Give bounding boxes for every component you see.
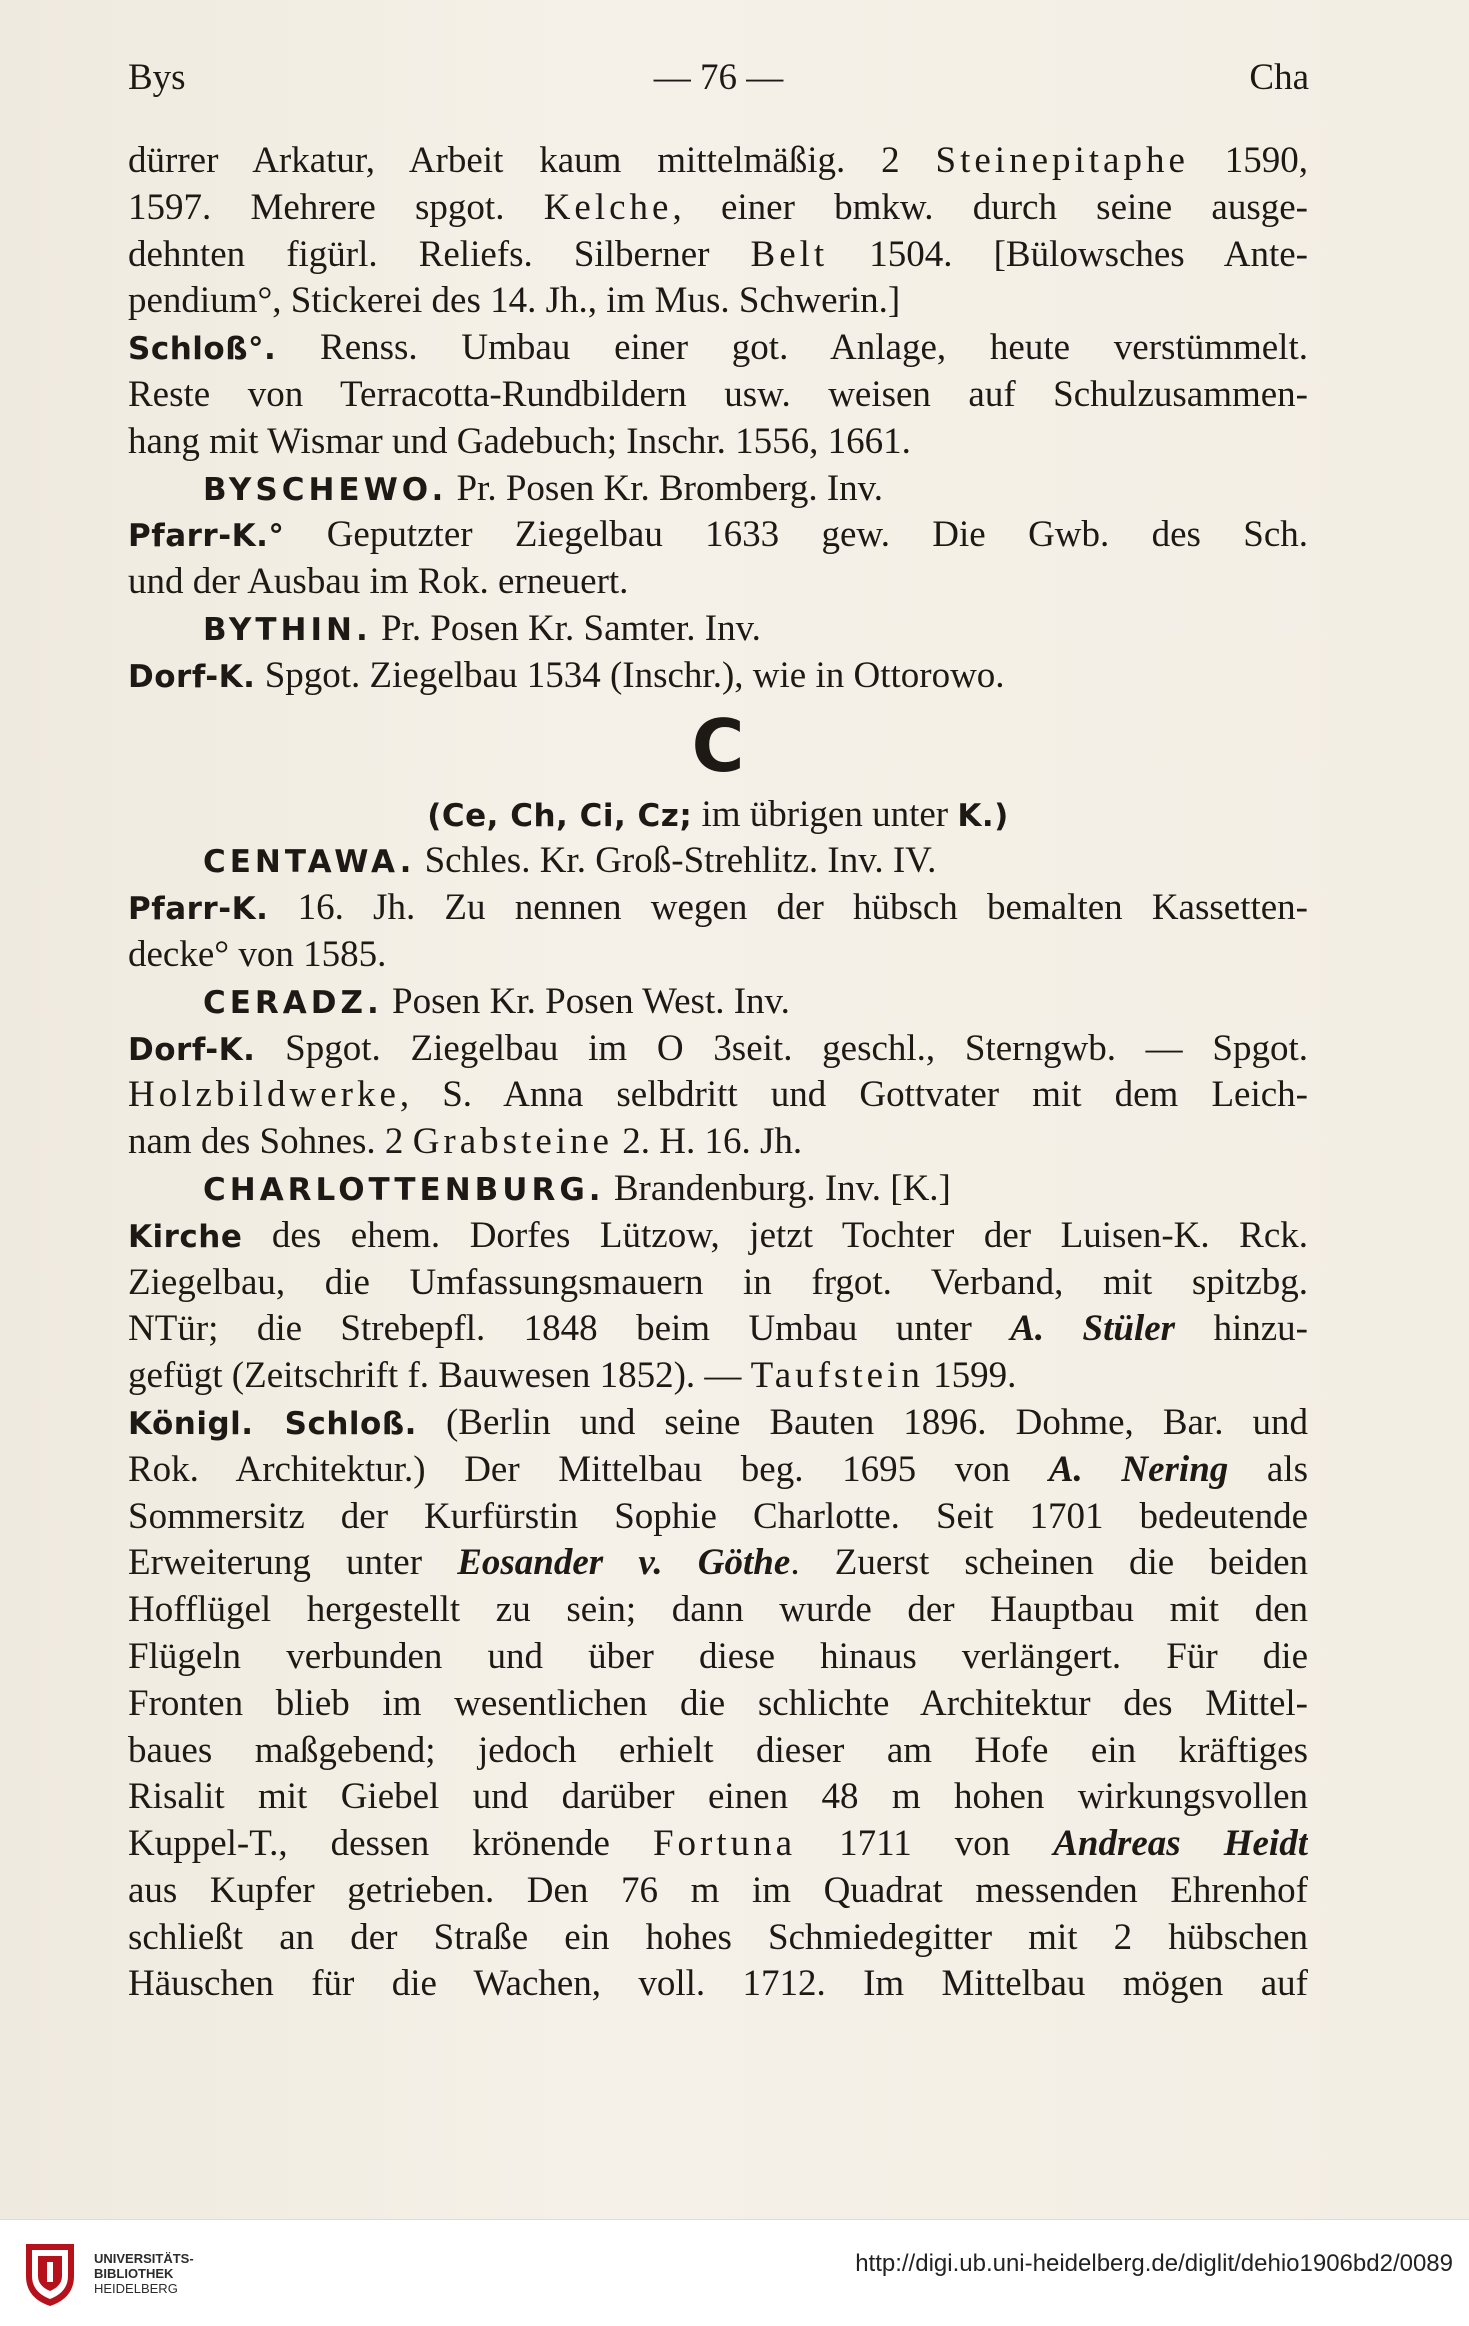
text-run: 16. Jh. Zu nennen wegen der hübsch bemalten Kassetten- [268, 887, 1308, 929]
text-line [128, 1868, 1308, 1915]
section-subtitle [128, 792, 1308, 839]
artist-name: A. Nering [1048, 1448, 1229, 1490]
header-right-keyword: Cha [1249, 57, 1309, 98]
text-line [128, 979, 1308, 1026]
entry-place-name: BYTHIN. [203, 611, 372, 648]
text-line [128, 325, 1308, 372]
text-run: Spgot. Ziegelbau 1534 (Inschr.), wie in Ottorowo. [255, 654, 1005, 696]
text-run: dehnten figürl. Reliefs. Silberner [128, 233, 751, 275]
text-run: Sommersitz der Kurfürstin Sophie Charlotte. Seit 1701 bedeutende [128, 1495, 1308, 1537]
spaced-term: Taufstein [750, 1355, 924, 1397]
text-line [128, 1587, 1308, 1634]
text-run: aus Kupfer getrieben. Den 76 m im Quadrat messenden Ehrenhof [128, 1869, 1308, 1911]
library-name-line2: BIBLIOTHEK [94, 2265, 174, 2281]
text-run: Risalit mit Giebel und darüber einen 48 m hohen wirkungsvollen [128, 1776, 1308, 1818]
text-line [128, 1306, 1308, 1353]
spaced-term: Belt [750, 233, 829, 275]
text-run: hinzu- [1175, 1308, 1308, 1350]
entry-place-name: CENTAWA. [203, 844, 416, 881]
text-run: Häuschen für die Wachen, voll. 1712. Im Mittelbau mögen auf [128, 1963, 1308, 2005]
body-text [128, 138, 1308, 2008]
footer-bar [0, 2219, 1469, 2326]
text-run: . Zuerst scheinen die beiden [790, 1542, 1308, 1584]
text-run: (Berlin und seine Bauten 1896. Dohme, Bar. und [416, 1401, 1308, 1443]
text-run: Flügeln verbunden und über diese hinaus verlängert. Für die [128, 1635, 1308, 1677]
section-subtitle-ref: K.) [957, 797, 1009, 834]
text-line [128, 606, 1308, 653]
text-line [128, 838, 1308, 885]
text-line [128, 885, 1308, 932]
entry-place-name: CHARLOTTENBURG. [203, 1171, 605, 1208]
text-run: Ziegelbau, die Umfassungsmauern in frgot. Verband, mit spitzbg. [128, 1261, 1308, 1303]
header-left-keyword: Bys [128, 57, 186, 98]
text-run: 1504. [Bülowsches Ante- [828, 233, 1308, 275]
text-run: Schles. Kr. Groß-Strehlitz. Inv. IV. [415, 840, 937, 882]
spaced-term: Steinepitaphe [935, 140, 1189, 181]
text-line [128, 372, 1308, 419]
text-line [128, 1728, 1308, 1775]
library-logo [18, 2236, 194, 2310]
text-line [128, 466, 1308, 513]
text-line [128, 1774, 1308, 1821]
spaced-term: Kelche [543, 186, 673, 228]
text-line [128, 419, 1308, 466]
text-line [128, 1260, 1308, 1307]
library-seal-icon [18, 2236, 82, 2310]
spaced-term: Holzbildwerke [128, 1074, 400, 1116]
library-name [94, 2251, 194, 2296]
text-run: NTür; die Strebepfl. 1848 beim Umbau unter [128, 1308, 1011, 1350]
text-line [128, 138, 1308, 185]
text-run: Rok. Architektur.) Der Mittelbau beg. 1695 von [128, 1448, 1049, 1490]
section-letter: C [691, 703, 745, 788]
text-line [128, 1400, 1308, 1447]
text-line [128, 1961, 1308, 2008]
text-run: Hofflügel hergestellt zu sein; dann wurde der Hauptbau mit den [128, 1589, 1308, 1631]
text-run: baues maßgebend; jedoch erhielt dieser am Hofe ein kräftiges [128, 1729, 1308, 1771]
entry-keyword: Königl. Schloß. [128, 1405, 417, 1442]
text-line [128, 1494, 1308, 1541]
text-line [128, 1681, 1308, 1728]
artist-name: A. Stüler [1010, 1308, 1176, 1350]
text-run: Renss. Umbau einer got. Anlage, heute verstümmelt. [276, 327, 1308, 369]
spaced-term: Grabsteine [412, 1121, 613, 1163]
entry-keyword: Pfarr-K. [128, 891, 269, 928]
text-line [128, 1447, 1308, 1494]
text-run: Pr. Posen Kr. Bromberg. Inv. [447, 467, 884, 509]
text-run: hang mit Wismar und Gadebuch; Inschr. 1556, 1661. [128, 420, 911, 462]
page-number: — 76 — [653, 57, 784, 98]
text-run: des ehem. Dorfes Lützow, jetzt Tochter der Luisen-K. Rck. [242, 1214, 1308, 1256]
text-run: Pr. Posen Kr. Samter. Inv. [371, 607, 761, 649]
text-run: 2. H. 16. Jh. [612, 1121, 803, 1163]
entry-keyword: Schloß°. [128, 331, 277, 368]
entry-place-name: BYSCHEWO. [203, 471, 448, 508]
text-run: , einer bmkw. durch seine ausge- [672, 186, 1308, 228]
text-line [128, 1119, 1308, 1166]
entry-place-name: CERADZ. [203, 984, 383, 1021]
text-line [128, 932, 1308, 979]
spaced-term: Fortuna [652, 1823, 797, 1865]
text-run: Kuppel-T., dessen krönende [128, 1823, 653, 1865]
text-line [128, 1166, 1308, 1213]
text-line [128, 1072, 1308, 1119]
text-run: dürrer Arkatur, Arbeit kaum mittelmäßig. 2 [128, 140, 936, 181]
text-line [128, 653, 1308, 700]
text-run: 1590, [1188, 140, 1308, 181]
text-line [128, 1915, 1308, 1962]
library-name-line3: HEIDELBERG [94, 2280, 178, 2296]
text-line [128, 1821, 1308, 1868]
text-run: 1599. [923, 1355, 1017, 1397]
library-name-line1: UNIVERSITÄTS- [94, 2250, 194, 2266]
text-line [128, 1540, 1308, 1587]
text-run: decke° von 1585. [128, 933, 387, 975]
text-run: Reste von Terracotta-Rundbildern usw. weisen auf Schulzusammen- [128, 373, 1308, 415]
text-run: pendium°, Stickerei des 14. Jh., im Mus. Schwerin.] [128, 280, 901, 322]
text-run: Fronten blieb im wesentlichen die schlichte Architektur des Mittel- [128, 1682, 1308, 1724]
text-run: und der Ausbau im Rok. erneuert. [128, 561, 629, 603]
entry-keyword: Pfarr-K.° [128, 518, 285, 555]
text-run: schließt an der Straße ein hohes Schmiedegitter mit 2 hübschen [128, 1916, 1308, 1958]
text-line [128, 1634, 1308, 1681]
text-run: Spgot. Ziegelbau im O 3seit. geschl., Sterngwb. — Spgot. [255, 1027, 1308, 1069]
text-run: 1597. Mehrere spgot. [128, 186, 544, 228]
artist-name: Andreas Heidt [1053, 1823, 1308, 1865]
running-header [128, 56, 1309, 99]
source-url[interactable]: http://digi.ub.uni-heidelberg.de/diglit/dehio1906bd2/0089 [855, 2250, 1453, 2277]
text-line [128, 512, 1308, 559]
entry-keyword: Dorf-K. [128, 658, 256, 695]
text-run: als [1228, 1448, 1308, 1490]
text-line [128, 1213, 1308, 1260]
text-run: Erweiterung unter [128, 1542, 458, 1584]
section-subtitle-middle: im übrigen unter [692, 793, 958, 835]
text-line [128, 278, 1308, 325]
text-run: , S. Anna selbdritt und Gottvater mit dem Leich- [399, 1074, 1308, 1116]
text-run: Posen Kr. Posen West. Inv. [382, 980, 790, 1022]
entry-keyword: Dorf-K. [128, 1031, 256, 1068]
text-run: gefügt (Zeitschrift f. Bauwesen 1852). — [128, 1355, 751, 1397]
section-subtitle-letters: (Ce, Ch, Ci, Cz; [427, 797, 693, 834]
text-run: nam des Sohnes. 2 [128, 1121, 413, 1163]
entry-keyword: Kirche [128, 1218, 243, 1255]
text-block-b [128, 138, 1308, 700]
text-run: Geputzter Ziegelbau 1633 gew. Die Gwb. des Sch. [284, 514, 1308, 556]
text-line [128, 559, 1308, 606]
text-run: 1711 von [796, 1823, 1054, 1865]
artist-name: Eosander v. Göthe [457, 1542, 791, 1584]
text-line [128, 232, 1308, 279]
text-run: Brandenburg. Inv. [K.] [604, 1167, 951, 1209]
text-block-c [128, 838, 1308, 2008]
text-line [128, 1353, 1308, 1400]
text-line [128, 1026, 1308, 1073]
text-line [128, 185, 1308, 232]
